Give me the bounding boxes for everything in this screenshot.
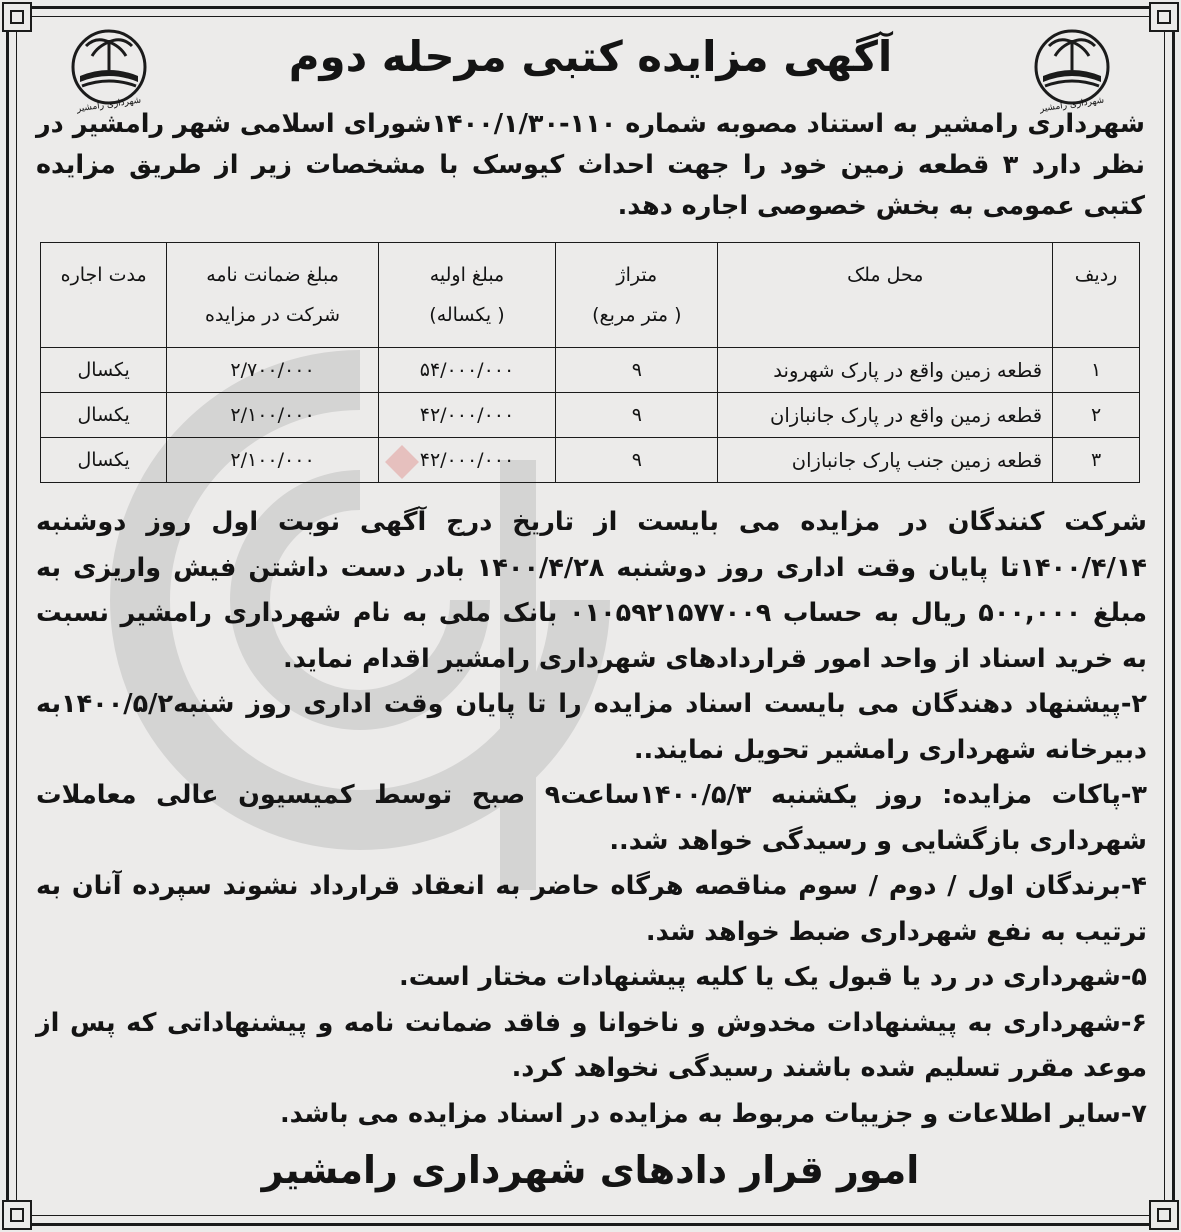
cell-guarantee: ۲/۷۰۰/۰۰۰ xyxy=(167,348,378,393)
condition-paragraph-5: ۵-شهرداری در رد یا قبول یک یا کلیه پیشنهادات مختار است. xyxy=(399,962,1147,992)
corner-ornament xyxy=(1149,2,1179,32)
condition-paragraph-4: ۴-برندگان اول / دوم / سوم مناقصه هرگاه حاضر به انعقاد قرارداد نشوند سپرده آنان به ترتیب به نفع شهرداری ضبط خواهد شد. xyxy=(36,871,1147,947)
header-initial-price: مبلغ اولیه ( یکساله) xyxy=(378,243,555,348)
cell-initial-price: ۴۲/۰۰۰/۰۰۰ xyxy=(378,438,555,483)
cell-location: قطعه زمین واقع در پارک شهروند xyxy=(718,348,1053,393)
cell-area: ۹ xyxy=(556,348,718,393)
condition-paragraph-1: شرکت کنندگان در مزایده می بایست از تاریخ درج آگهی نوبت اول روز دوشنبه ۱۴۰۰/۴/۱۴تا پایان وقت اداری روز دوشنبه ۱۴۰۰/۴/۲۸ بادر دست داشتن فیش واریزی به مبلغ ۵۰۰,۰۰۰ ریال به حساب ۰۱۰۵۹۲۱۵۷۷۰۰۹ بانک ملی به نام شهرداری رامشیر نسبت به خرید اسناد از واحد امور قراردادهای شهرداری رامشیر اقدام نماید. xyxy=(36,507,1147,674)
cell-initial-price: ۵۴/۰۰۰/۰۰۰ xyxy=(378,348,555,393)
cell-guarantee: ۲/۱۰۰/۰۰۰ xyxy=(167,438,378,483)
cell-lease-term: یکسال xyxy=(41,438,167,483)
condition-paragraph-7: ۷-سایر اطلاعات و جزییات مربوط به مزایده در اسناد مزایده می باشد. xyxy=(279,1098,1147,1129)
table-row xyxy=(41,438,1140,483)
cell-area: ۹ xyxy=(556,438,718,483)
header-area: متراژ ( متر مربع) xyxy=(556,243,718,348)
condition-paragraph-6: ۶-شهرداری به پیشنهادات مخدوش و ناخوانا و فاقد ضمانت نامه و پیشنهاداتی که پس از موعد مقرر تسلیم شده باشند رسیدگی نخواهد کرد. xyxy=(36,1007,1147,1083)
cell-lease-term: یکسال xyxy=(41,348,167,393)
condition-paragraph-2: ۲-پیشنهاد دهندگان می بایست اسناد مزایده را تا پایان وقت اداری روز شنبه۱۴۰۰/۵/۲به دبیرخانه شهرداری رامشیر تحویل نمایند.. xyxy=(36,689,1147,765)
logo-caption: شهرداری رامشیر xyxy=(1039,95,1105,115)
intro-paragraph: شهرداری رامشیر به استناد مصوبه شماره ۱۱۰-۱۴۰۰/۱/۳۰شورای اسلامی شهر رامشیر در نظر دارد ۳ قطعه زمین خود را جهت احداث کیوسک با مشخصات زیر از طریق مزایده کتبی عمومی به بخش خصوصی اجاره دهد. xyxy=(36,109,1145,221)
cell-row-number: ۲ xyxy=(1053,393,1140,438)
notice-title: آگهی مزایده کتبی مرحله دوم xyxy=(288,32,893,81)
cell-row-number: ۱ xyxy=(1053,348,1140,393)
condition-paragraph-3: ۳-پاکات مزایده: روز یکشنبه ۱۴۰۰/۵/۳ساعت۹ صبح توسط کمیسیون عالی معاملات شهرداری بازگشایی و رسیدگی خواهد شد.. xyxy=(36,780,1147,856)
corner-ornament xyxy=(2,1200,32,1230)
header-location: محل ملک xyxy=(718,243,1053,348)
cell-location: قطعه زمین واقع در پارک جانبازان xyxy=(718,393,1053,438)
footer-signature: امور قرار دادهای شهرداری رامشیر xyxy=(261,1148,920,1192)
corner-ornament xyxy=(2,2,32,32)
conditions-section xyxy=(36,500,1147,1137)
cell-location: قطعه زمین جنب پارک جانبازان xyxy=(718,438,1053,483)
cell-initial-price: ۴۲/۰۰۰/۰۰۰ xyxy=(378,393,555,438)
cell-guarantee: ۲/۱۰۰/۰۰۰ xyxy=(167,393,378,438)
table-header-row xyxy=(41,243,1140,348)
corner-ornament xyxy=(1149,1200,1179,1230)
table-row xyxy=(41,348,1140,393)
intro-section xyxy=(36,104,1145,227)
header-guarantee: مبلغ ضمانت نامه شرکت در مزایده xyxy=(167,243,378,348)
property-table xyxy=(40,242,1140,483)
header-lease-term: مدت اجاره xyxy=(41,243,167,348)
cell-row-number: ۳ xyxy=(1053,438,1140,483)
cell-area: ۹ xyxy=(556,393,718,438)
table-row xyxy=(41,393,1140,438)
logo-caption: شهرداری رامشیر xyxy=(76,95,142,115)
cell-lease-term: یکسال xyxy=(41,393,167,438)
header-row-number: ردیف xyxy=(1053,243,1140,348)
